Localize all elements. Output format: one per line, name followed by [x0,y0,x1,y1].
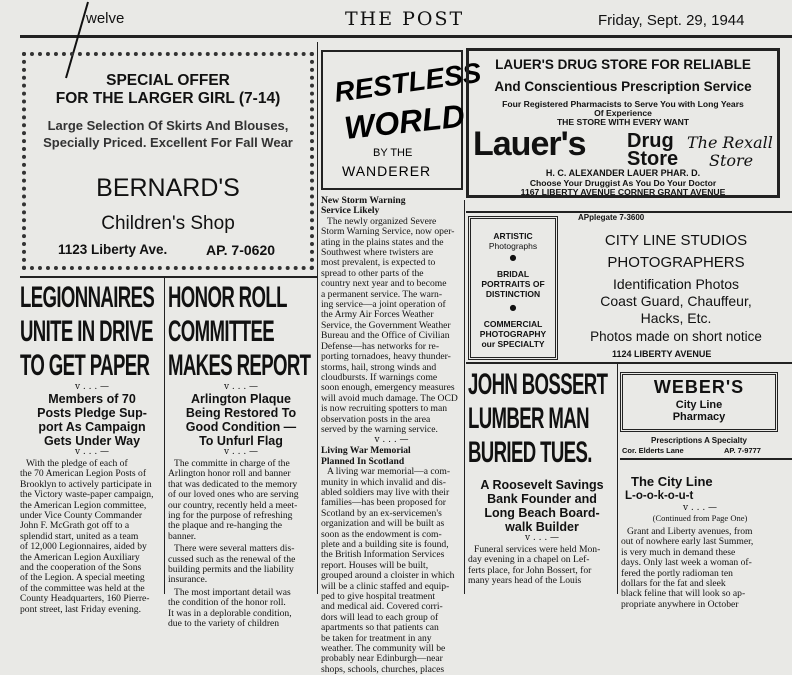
storm-body-line: country next year and to become [321,278,447,290]
memorial-body-line: munity in which invalid and dis- [321,476,446,488]
memorial-body-line: families—has been proposed for [321,497,446,509]
storm-body-line: the Army Air Forces Weather [321,309,434,321]
bossert-headline3: BURIED TUES. [468,436,592,469]
studio-artistic1: ARTISTIC [493,231,533,241]
bossert-sub1: A Roosevelt Savings [480,478,604,492]
legionnaires-body-line: of the Legion. A special meeting [20,572,145,584]
honor-roll-body-line: It was in a deplorable condition, [168,607,292,619]
storm-body-line: Bureau and the Office of Civilian [321,330,450,342]
legionnaires-article [20,281,164,615]
lauers-owner: H. C. ALEXANDER LAUER PHAR. D. [545,168,701,178]
storm-body-line: Service, the Government Weather [321,319,451,331]
restless-by: BY THE [373,147,413,159]
column-rule-2 [317,42,318,594]
studio-bridal1: BRIDAL [496,269,530,279]
honor-roll-article [168,281,314,630]
storm-body-line: The newly organized Severe [327,215,437,227]
page-number: welve [86,10,125,27]
honor-roll-body-line: The committe in charge of the [174,458,290,469]
restless-author: WANDERER [342,163,432,179]
column-rule-4 [617,364,618,594]
webers-bottom-rule [620,458,792,460]
honor-roll-headline3: MAKES REPORT [168,349,311,382]
honor-roll-headline2: COMMITTEE [168,315,275,348]
storm-body-line: Defense—has networks for re- [321,340,440,352]
storm-body-line: most prevalent, is expected to [321,257,436,269]
memorial-body-line: soon as the endowment is com- [321,528,442,540]
storm-body-line: served by the warning service. [321,423,438,435]
column-rule-3 [464,200,465,594]
memorial-body-line: report. Houses will be built, [321,559,429,571]
bernards-ad [22,52,314,270]
honor-roll-sub1: Arlington Plaque [191,392,291,406]
legionnaires-sub2: Posts Pledge Sup- [37,406,147,420]
bossert-body [468,545,616,587]
studio-name2: PHOTOGRAPHERS [607,254,745,271]
webers-line2: Pharmacy [672,411,726,423]
lauers-line3: THE STORE WITH EVERY WANT [556,117,690,127]
honor-roll-separator: v . . . — [223,382,259,392]
legionnaires-body-line: County Headquarters, 160 Pierre- [20,593,150,605]
studio-left-panel [468,216,558,360]
lookout-body-line: dollars for the fat and sleek [621,578,726,590]
webers-phone: AP. 7-9777 [724,446,761,455]
honor-roll-sub3: Good Condition — [185,420,297,434]
storm-body-line: ing service—a joint operation of [321,299,446,311]
lookout-body-line: days. Only last week a woman of- [621,557,752,569]
bossert-sub3: Long Beach Board- [484,506,600,520]
storm-head1: New Storm Warning [321,195,406,206]
bernards-offer-line2: FOR THE LARGER GIRL (7-14) [55,90,281,107]
legionnaires-sub1: Members of 70 [48,392,136,406]
honor-roll-body-line: cussed such as the renewal of the [168,553,296,565]
memorial-body-line: weather. The community will be [321,643,446,655]
memorial-body-line: apartments so that patients can [321,622,439,634]
studio-bridal2: PORTRAITS OF [481,279,545,289]
storm-body-line: soon enough, emergency measures [321,382,455,394]
legionnaires-body-line: of the committee was held at the [20,582,145,594]
legionnaires-body-line: the 70 American Legion Posts of [20,468,147,480]
studio-artistic2: Photographs [488,241,538,251]
studio-name1: CITY LINE STUDIOS [604,232,748,249]
honor-roll-body-line: The most important detail was [174,586,291,598]
restless-title2: WORLD [342,97,467,146]
bossert-separator: v . . . — [524,533,560,543]
legionnaires-body-line: Brooklyn to actively participate in [20,478,152,490]
studio-bridal3: DISTINCTION [485,289,541,299]
storm-body-line: Storm Warning Service, now oper- [321,226,455,238]
paper-title: THE POST [345,8,465,30]
lookout-separator: v . . . — [682,503,718,513]
studio-line1: Identification Photos [612,276,740,292]
bernards-desc-line2: Specially Priced. Excellent For Fall Wear [43,135,293,150]
memorial-body-line: Scotland by an ex-servicemen's [321,507,442,519]
storm-body-line: storms, hail, strong winds and [321,361,437,373]
lauers-rexall2: Store [709,151,754,170]
lauers-ad [466,48,780,198]
bernards-offer-line1: SPECIAL OFFER [106,72,230,89]
legionnaires-body-line: splendid start, united as a team [20,530,139,542]
studio-line2: Coast Guard, Chauffeur, [600,293,752,309]
bossert-body-line: Funeral services were held Mon- [474,544,601,555]
honor-roll-body-line: Arlington honor roll and banner [168,468,291,480]
honor-roll-body-line: ing for the purpose of refreshing [168,510,293,522]
studio-phone: APplegate 7-3600 [578,213,645,222]
legionnaires-headline1: LEGIONNAIRES [20,281,155,314]
legionnaires-separator: v . . . — [74,382,110,392]
lookout-body-line: propriate anywhere in October [621,598,739,610]
honor-roll-body2 [168,544,314,586]
legionnaires-sub3: port As Campaign [38,420,146,434]
bossert-headline1: JOHN BOSSERT [468,368,608,401]
storm-separator: v . . . — [374,435,409,446]
honor-roll-body3 [168,588,314,630]
honor-roll-body1 [168,459,314,542]
storm-body-line: will avoid much damage. The OCD [321,392,458,404]
lauers-choose: Choose Your Druggist As You Do Your Doctor [529,178,717,188]
memorial-head1: Living War Memorial [321,445,411,457]
memorial-body-line: A living war memorial—a com- [327,466,451,478]
legionnaires-body [20,459,164,615]
memorial-body-line: the British Information Services [321,549,445,561]
honor-roll-body-line: the condition of the honor roll. [168,597,286,609]
lauers-store: Store [627,148,679,170]
honor-roll-sub2: Being Restored To [185,406,297,420]
legionnaires-separator2: v . . . — [74,447,110,457]
webers-name: WEBER'S [653,377,745,397]
lookout-continued: (Continued from Page One) [652,513,748,523]
lauers-line2: Of Experience [594,108,652,118]
honor-roll-body-line: due to the variety of children [168,618,280,630]
lookout-head1: The City Line [631,474,713,489]
studio-commercial3: our SPECIALTY [481,339,545,349]
honor-roll-body-line: insurance. [168,574,208,586]
legionnaires-body-line: the American Legion Auxiliary [20,551,140,563]
bernards-address: 1123 Liberty Ave. [58,242,168,257]
memorial-body-line: ped to give hospital treatment [321,591,436,603]
legionnaires-headline2: UNITE IN DRIVE [20,315,153,348]
memorial-body-line: organization and will be built as [321,518,445,530]
honor-roll-body-line: the plaque and re-hanging the [168,520,283,532]
restless-world-logo [323,52,484,188]
webers-line1: City Line [675,399,723,411]
studio-commercial2: PHOTOGRAPHY [479,329,547,339]
legionnaires-headline3: TO GET PAPER [20,349,150,382]
center-column [321,196,462,675]
bernards-shop: Children's Shop [101,213,235,234]
honor-roll-sub4: To Unfurl Flag [199,434,283,448]
memorial-body-line: grouped around a cloister in which [321,570,455,582]
storm-body-line: observation posts in the area [321,413,431,425]
legionnaires-sub4: Gets Under Way [43,434,141,448]
storm-body-line: a permanent service. The warn- [321,288,443,300]
lauers-headline2: And Conscientious Prescription Service [494,79,752,94]
storm-body-line: spread to other parts of the [321,267,424,279]
memorial-body-line: dors will lead to each group of [321,611,439,623]
legionnaires-body-line: With the pledge of each of [26,458,128,469]
ad-bottom-rule [20,276,317,278]
memorial-body-line: be taken for treatment in any [321,632,432,644]
honor-roll-body-line: that was dedicated to the memory [168,478,298,490]
studio-line4: Photos made on short notice [590,329,762,344]
legionnaires-body-line: and the cooperation of the Sons [20,562,142,574]
memorial-body [321,467,462,675]
lookout-body-line: black feline that will look so ap- [621,588,746,600]
honor-roll-separator2: v . . . — [223,447,259,457]
studio-line3: Hacks, Etc. [640,310,712,326]
column-rule-1 [164,278,165,594]
webers-corner: Cor. Elderts Lane [622,446,684,455]
honor-roll-body-line: of our loved ones who are serving [168,489,299,501]
memorial-body-line: plete and a building site is found, [321,539,449,550]
restless-world-header [321,50,484,190]
memorial-body-line: abled soldiers may live with their [321,486,450,498]
webers-ad [620,372,778,432]
lauers-drug: Drug [627,130,674,152]
bossert-body-line: day evening in a chapel on Lef- [468,554,590,566]
studio-commercial1: COMMERCIAL [483,319,543,329]
studio-bottom-rule [466,362,792,364]
bossert-sub2: Bank Founder and [487,492,597,506]
lauers-rexall1: The Rexall [687,133,773,152]
studio-bullet-1: ● [509,253,517,262]
studio-address: 1124 LIBERTY AVENUE [612,349,712,359]
bossert-headline2: LUMBER MAN [468,402,589,435]
lauers-line1: Four Registered Pharmacists to Serve You with Long Years [502,99,744,109]
lauers-address: 1167 LIBERTY AVENUE CORNER GRANT AVENUE [520,187,726,197]
lookout-body-line: is very much in demand these [621,546,736,558]
bossert-article [468,368,616,587]
lookout-head2: L-o-o-k-o-u-t [625,490,694,502]
legionnaires-body-line: under Vice County Commander [20,510,143,522]
lookout-body-line: Grant and Liberty avenues, from [627,526,753,537]
storm-body-line: cloudbursts. If warnings come [321,371,438,383]
memorial-body-line: and medical aid. Covered corri- [321,601,443,613]
memorial-head2: Planned In Scotland [321,455,405,467]
lookout-article [621,474,779,610]
storm-body-line: Southwest where twisters are [321,247,434,259]
memorial-body-line: shops, schools, churches, places [321,663,445,675]
honor-roll-body-line: There were several matters dis- [174,543,295,555]
restless-title1: RESTLESS [332,56,484,108]
legionnaires-body-line: of 12,000 Legionnaires, aided by [20,541,147,553]
storm-body-line: is now recruiting spotters to man [321,403,448,415]
storm-body-line: porting tornadoes, heavy thunder- [321,351,451,363]
memorial-body-line: probably near Edinburgh—near [321,653,443,665]
masthead-rule [20,35,792,38]
honor-roll-body-line: building permits and the liability [168,564,294,576]
bossert-sub4: walk Builder [505,520,579,534]
storm-head2: Service Likely [321,205,380,217]
legionnaires-body-line: the Victory waste-paper campaign, [20,489,154,501]
honor-roll-headline1: HONOR ROLL [168,281,287,314]
honor-roll-body-line: our country, recently held a meet- [168,499,298,511]
memorial-body-line: will be a clinic staffed and equip- [321,580,450,592]
studio-bullet-2: ● [509,303,517,312]
bernards-phone: AP. 7-0620 [206,242,276,258]
legionnaires-body-line: the American Legion committee, [20,499,147,511]
honor-roll-body-line: banner. [168,530,196,542]
lookout-body-line: out of nowhere early last Summer, [621,536,754,548]
lookout-body [621,527,779,610]
lauers-name: Lauer's [473,125,586,163]
storm-body-line: ating in the plains states and the [321,236,444,248]
bossert-body-line: ferts place, for John Bossert, for [468,564,592,576]
bernards-desc-line1: Large Selection Of Skirts And Blouses, [47,118,289,133]
bossert-body-line: many years head of the Louis [468,575,582,587]
legionnaires-body-line: John F. McGrath got off to a [20,520,130,532]
lookout-body-line: fered the portly radioman ten [621,567,733,579]
storm-body [321,217,462,436]
lauers-headline1: LAUER'S DRUG STORE FOR RELIABLE [495,57,751,72]
issue-date: Friday, Sept. 29, 1944 [598,12,745,29]
webers-line3: Prescriptions A Specialty [651,436,747,445]
bernards-name: BERNARD'S [96,174,240,202]
legionnaires-body-line: pont street, last Friday evening. [20,603,141,615]
